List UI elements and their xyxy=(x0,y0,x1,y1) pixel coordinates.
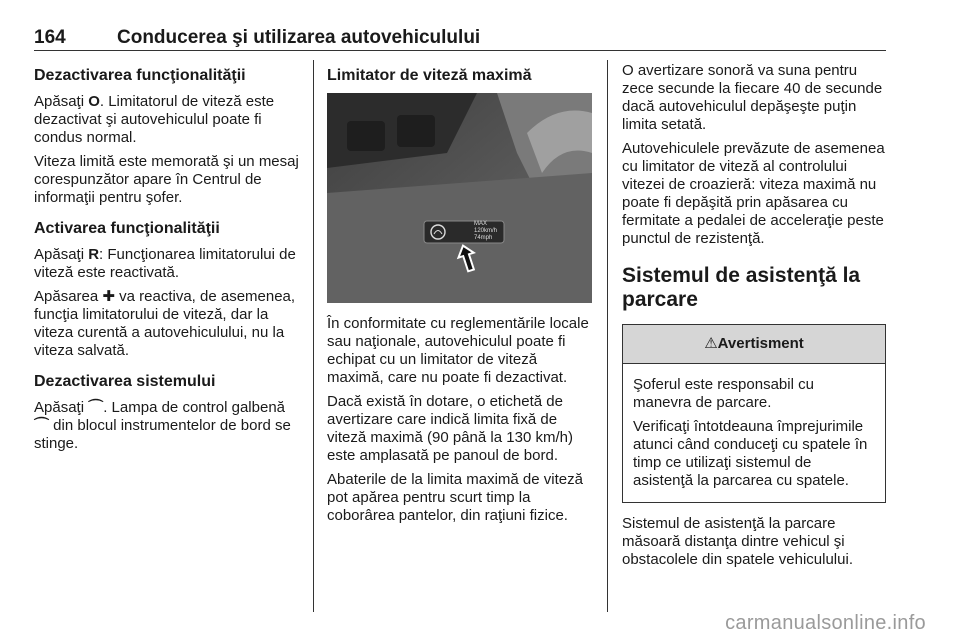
text: : Funcţionarea limitatorului de viteză este reactivată. xyxy=(34,246,296,281)
warning-body xyxy=(623,364,885,502)
text: Apăsaţi xyxy=(34,246,89,263)
paragraph: Şoferul este responsabil cu manevra de parcare. xyxy=(633,376,814,411)
paragraph: Abaterile de la limita maximă de viteză pot apărea pentru scurt timp la coborârea pantelor, din raţiuni fizice. xyxy=(327,471,583,524)
text: din blocul instrumentelor de bord se stinge. xyxy=(34,417,291,452)
speed-label-line: MAX xyxy=(474,221,488,227)
paragraph xyxy=(34,399,302,453)
warning-title: Avertisment xyxy=(717,335,804,352)
speed-limiter-icon: ⌒ xyxy=(34,417,50,434)
paragraph: Dacă există în dotare, o etichetă de avertizare care indică limita fixă de viteză maximă (90 până la 130 km/h) este amplasată pe panoul de bord. xyxy=(327,393,573,464)
warning-triangle-icon: ⚠ xyxy=(704,335,718,352)
paragraph: Viteza limită este memorată şi un mesaj corespunzător apare în Centrul de informaţii pentru şofer. xyxy=(34,153,299,206)
plus-icon: ✚ xyxy=(102,288,115,305)
warning-header xyxy=(623,325,885,364)
dashboard-photo xyxy=(327,93,592,303)
cancel-symbol-icon: O xyxy=(88,93,100,110)
header-divider xyxy=(34,50,886,51)
dashboard-illustration xyxy=(327,93,592,303)
column-3 xyxy=(622,62,886,575)
paragraph: Verificaţi întotdeauna împrejurimile atunci când conduceţi cu spatele în timp ce utilizaţi sistemul de asistenţă la parcarea cu spatele. xyxy=(633,418,868,489)
text: Apăsaţi xyxy=(34,93,89,110)
paragraph xyxy=(34,288,302,360)
section-heading: Activarea funcţionalităţii xyxy=(34,220,220,237)
paragraph: În conformitate cu reglementările locale sau naţionale, autovehiculul poate fi echipat cu un limitator de viteză maximă, care nu poate fi dezactivat. xyxy=(327,315,589,386)
section-title: Sistemul de asistenţă la parcare xyxy=(622,264,861,311)
paragraph: Sistemul de asistenţă la parcare măsoară distanţa dintre vehicul şi obstacolele din spatele vehiculului. xyxy=(622,515,853,568)
paragraph: Autovehiculele prevăzute de asemenea cu limitator de viteză al controlului vitezei de croazieră: viteza maximă nu poate fi depăşită prin apăsarea cu fermitate a pedalei de acceleraţie peste punctul de rezistenţă. xyxy=(622,140,885,247)
section-heading: Dezactivarea sistemului xyxy=(34,373,216,390)
text: . Limitatorul de viteză este dezactivat şi autovehiculul poate fi condus normal. xyxy=(34,93,275,146)
speed-label-line: 120km/h xyxy=(474,228,498,234)
text: . Lampa de control galbenă xyxy=(103,399,286,416)
speed-label-line: 74mph xyxy=(474,235,493,241)
paragraph: O avertizare sonoră va suna pentru zece secunde la fiecare 40 de secunde dacă autovehiculul depăşeşte puţin limita setată. xyxy=(622,62,883,133)
page-title: Conducerea şi utilizarea autovehiculului xyxy=(117,27,481,48)
paragraph xyxy=(34,93,302,147)
paragraph xyxy=(34,246,302,282)
column-2 xyxy=(327,62,595,531)
column-divider xyxy=(313,60,314,612)
section-heading: Limitator de viteză maximă xyxy=(327,67,532,84)
speed-limiter-icon: ⌒ xyxy=(88,399,104,416)
text: Apăsaţi xyxy=(34,399,89,416)
text: Apăsarea xyxy=(34,288,103,305)
resume-symbol-icon: R xyxy=(88,246,100,263)
section-heading: Dezactivarea funcţionalităţii xyxy=(34,67,246,84)
watermark: carmanualsonline.info xyxy=(725,612,926,634)
column-1 xyxy=(34,62,302,459)
column-divider xyxy=(607,60,608,612)
page-number: 164 xyxy=(34,27,66,48)
text: va reactiva, de asemenea, funcţia limitatorului de viteză, dar la viteza curentă a autovehiculului, nu la viteza salvată. xyxy=(34,288,296,359)
warning-box xyxy=(622,324,886,503)
